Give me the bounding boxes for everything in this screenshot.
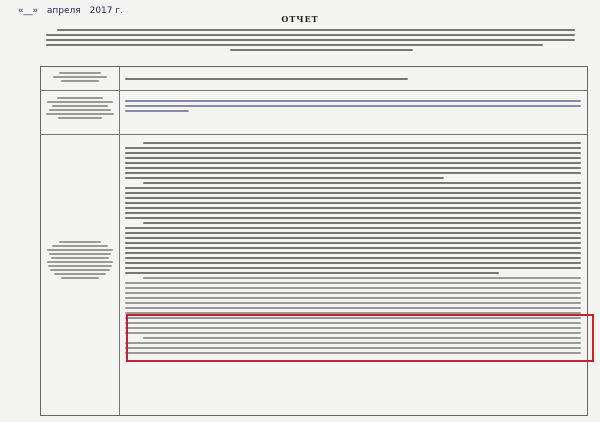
table-row-justification <box>41 135 587 417</box>
date-day: «__» <box>18 6 39 16</box>
row-label-basis <box>43 95 117 119</box>
row-text-basis <box>125 97 581 112</box>
document-title: ОТЧЕТ <box>281 14 319 24</box>
row-label-subject <box>43 70 117 82</box>
table-row-basis <box>41 91 587 135</box>
table-row-subject <box>41 67 587 91</box>
date-month: апреля <box>46 6 81 16</box>
report-table <box>40 66 588 416</box>
row-label-justification <box>43 239 117 279</box>
document-subtitle <box>46 26 586 51</box>
highlight-box <box>126 314 594 362</box>
date-year: 2017 г. <box>89 6 123 16</box>
row-text-subject <box>125 75 581 80</box>
